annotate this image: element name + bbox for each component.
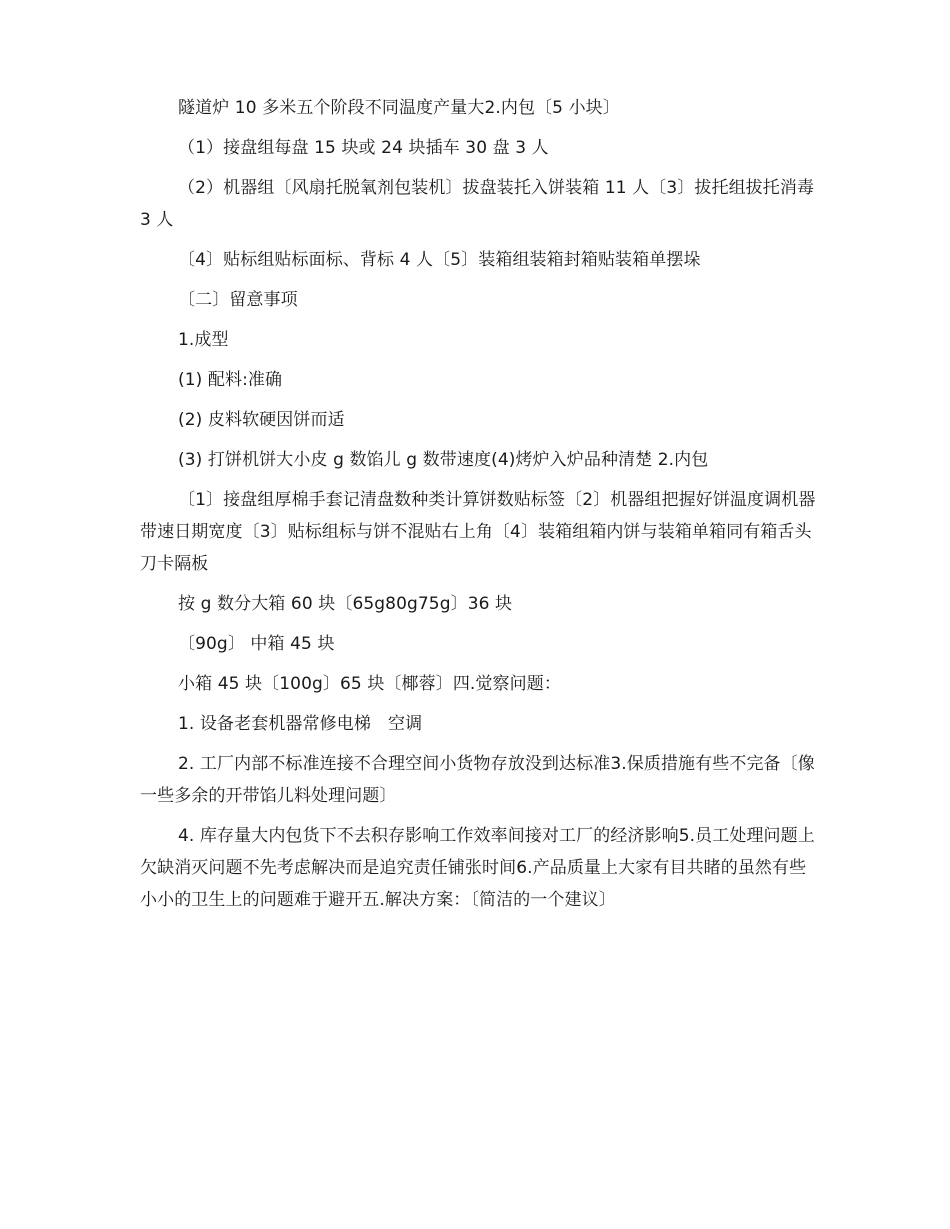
paragraph-7: (1) 配料:准确 [178,370,283,390]
paragraph-6: 1.成型 [178,330,229,350]
document-body [140,92,820,924]
paragraph-10: 〔1〕接盘组厚棉手套记清盘数种类计算饼数贴标签〔2〕机器组把握好饼温度调机器带速日期宽度〔3〕贴标组标与饼不混贴右上角〔4〕装箱组箱内饼与装箱单箱同有箱舌头刀卡隔板 [140,490,816,574]
paragraph-3: （2）机器组〔风扇托脱氧剂包装机〕拔盘装托入饼装箱 11 人〔3〕拔托组拔托消毒 3 人 [140,178,815,230]
paragraph-2: （1）接盘组每盘 15 块或 24 块插车 30 盘 3 人 [178,138,549,158]
paragraph-14: 1. 设备老套机器常修电梯 空调 [178,714,423,734]
paragraph-8: (2) 皮料软硬因饼而适 [178,410,345,430]
paragraph-16: 4. 库存量大内包货下不去积存影响工作效率间接对工厂的经济影响5.员工处理问题上欠缺消灭问题不先考虑解决而是追究责任铺张时间6.产品质量上大家有目共睹的虽然有些小小的卫生上的问题难于避开五.解决方案：〔简洁的一个建议〕 [140,826,815,910]
paragraph-12: 〔90g〕 中箱 45 块 [178,634,335,654]
paragraph-9: (3) 打饼机饼大小皮 g 数馅儿 g 数带速度(4)烤炉入炉品种清楚 2.内包 [178,450,709,470]
paragraph-1: 隧道炉 10 多米五个阶段不同温度产量大2.内包〔5 小块〕 [178,98,620,118]
paragraph-13: 小箱 45 块〔100g〕65 块〔椰蓉〕四.觉察问题： [178,674,561,694]
paragraph-4: 〔4〕贴标组贴标面标、背标 4 人〔5〕装箱组装箱封箱贴装箱单摆垛 [178,250,701,270]
paragraph-15: 2. 工厂内部不标准连接不合理空间小货物存放没到达标准3.保质措施有些不完备〔像一些多余的开带馅儿料处理问题〕 [140,754,815,806]
paragraph-11: 按 g 数分大箱 60 块〔65g80g75g〕36 块 [178,594,513,614]
section-heading-notes: 〔二〕留意事项 [178,290,298,310]
